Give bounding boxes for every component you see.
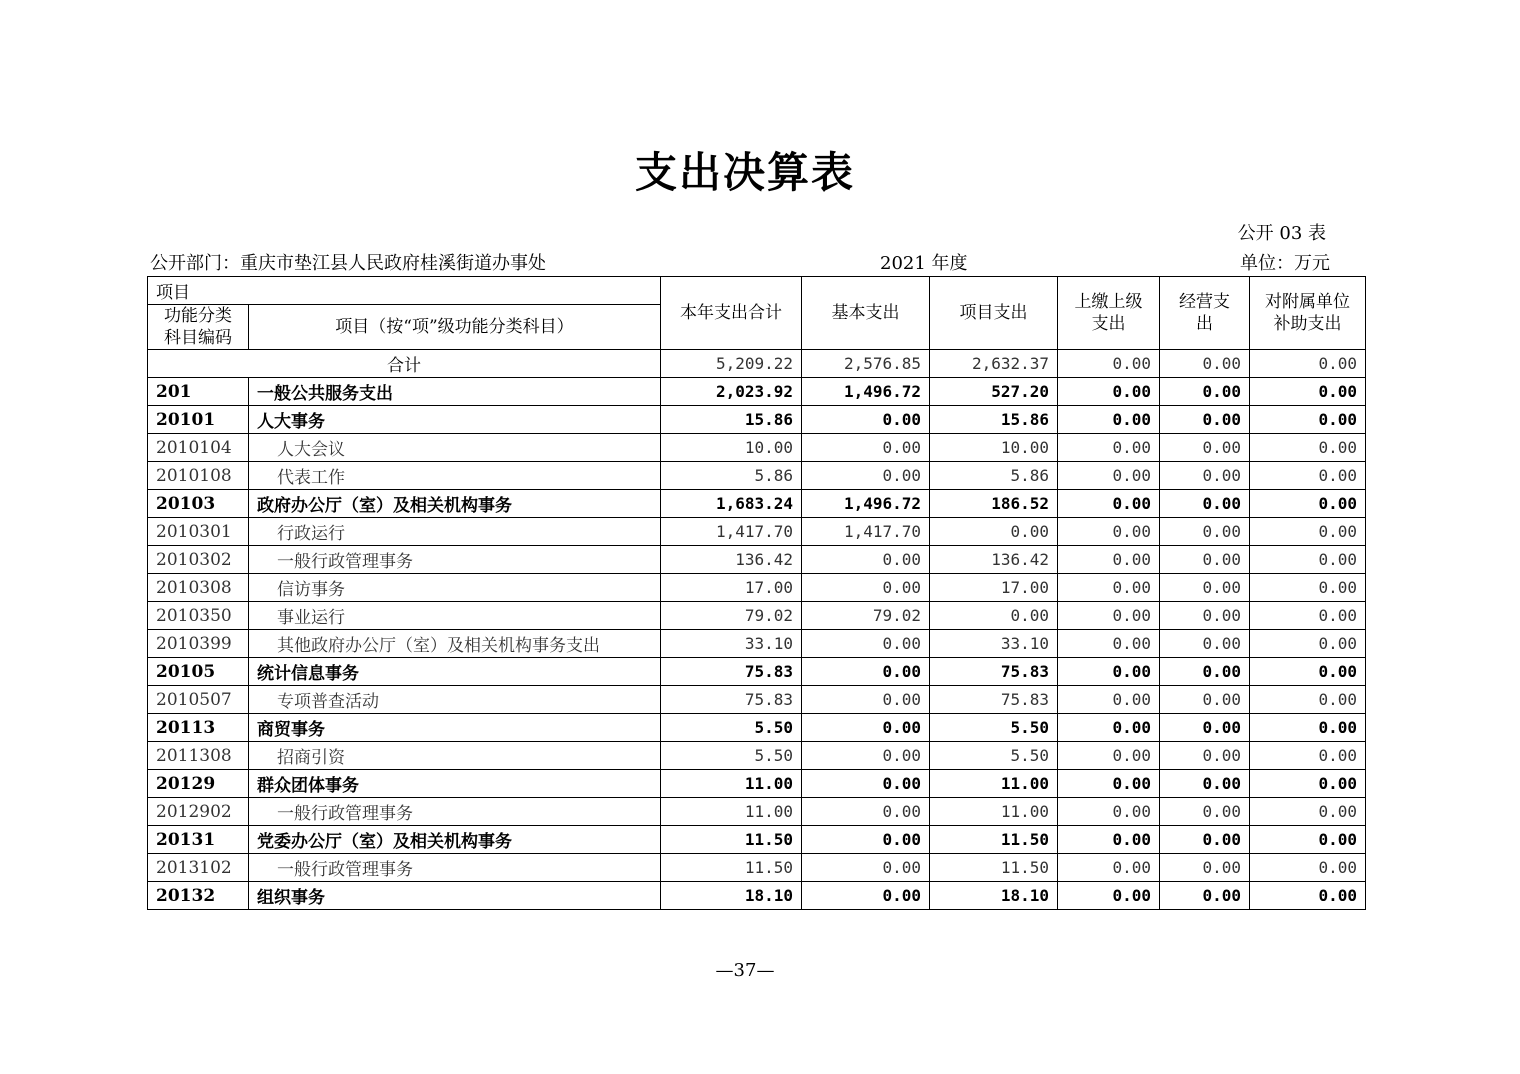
cell-project: 136.42 bbox=[930, 546, 1058, 574]
page-number: —37— bbox=[715, 960, 775, 981]
cell-total: 5.50 bbox=[661, 714, 802, 742]
table-row bbox=[148, 686, 1366, 714]
cell-project: 10.00 bbox=[930, 434, 1058, 462]
cell-project: 17.00 bbox=[930, 574, 1058, 602]
table-row bbox=[148, 742, 1366, 770]
cell-project: 75.83 bbox=[930, 686, 1058, 714]
cell-name: 政府办公厅（室）及相关机构事务 bbox=[249, 490, 661, 518]
cell-subsidy: 0.00 bbox=[1250, 882, 1366, 910]
cell-subsidy: 0.00 bbox=[1250, 854, 1366, 882]
cell-subsidy: 0.00 bbox=[1250, 714, 1366, 742]
header-name: 项目（按“项”级功能分类科目） bbox=[249, 305, 661, 350]
cell-name: 一般行政管理事务 bbox=[249, 854, 661, 882]
cell-project: 15.86 bbox=[930, 406, 1058, 434]
cell-code: 2013102 bbox=[148, 854, 249, 882]
cell-business: 0.00 bbox=[1160, 742, 1250, 770]
cell-name: 事业运行 bbox=[249, 602, 661, 630]
table-row bbox=[148, 854, 1366, 882]
cell-code: 2010399 bbox=[148, 630, 249, 658]
cell-business: 0.00 bbox=[1160, 434, 1250, 462]
cell-name: 人大事务 bbox=[249, 406, 661, 434]
cell-code: 2010302 bbox=[148, 546, 249, 574]
cell-project: 5.86 bbox=[930, 462, 1058, 490]
total-amount: 5,209.22 bbox=[661, 350, 802, 378]
cell-name: 信访事务 bbox=[249, 574, 661, 602]
cell-project: 11.00 bbox=[930, 770, 1058, 798]
cell-basic: 0.00 bbox=[802, 686, 930, 714]
table-row bbox=[148, 826, 1366, 854]
cell-subsidy: 0.00 bbox=[1250, 462, 1366, 490]
cell-name: 招商引资 bbox=[249, 742, 661, 770]
cell-project: 75.83 bbox=[930, 658, 1058, 686]
table-row bbox=[148, 434, 1366, 462]
cell-remit: 0.00 bbox=[1058, 490, 1160, 518]
cell-name: 组织事务 bbox=[249, 882, 661, 910]
cell-code: 20103 bbox=[148, 490, 249, 518]
cell-total: 17.00 bbox=[661, 574, 802, 602]
cell-basic: 0.00 bbox=[802, 854, 930, 882]
total-subsidy: 0.00 bbox=[1250, 350, 1366, 378]
cell-basic: 1,496.72 bbox=[802, 490, 930, 518]
table-row bbox=[148, 658, 1366, 686]
table-row bbox=[148, 378, 1366, 406]
cell-subsidy: 0.00 bbox=[1250, 826, 1366, 854]
cell-remit: 0.00 bbox=[1058, 798, 1160, 826]
cell-total: 5.50 bbox=[661, 742, 802, 770]
cell-project: 5.50 bbox=[930, 742, 1058, 770]
page-title: 支出决算表 bbox=[634, 148, 855, 197]
table-row bbox=[148, 798, 1366, 826]
cell-business: 0.00 bbox=[1160, 406, 1250, 434]
cell-basic: 0.00 bbox=[802, 406, 930, 434]
cell-total: 75.83 bbox=[661, 686, 802, 714]
cell-remit: 0.00 bbox=[1058, 658, 1160, 686]
cell-name: 行政运行 bbox=[249, 518, 661, 546]
cell-basic: 1,496.72 bbox=[802, 378, 930, 406]
table-id: 公开 03 表 bbox=[1237, 223, 1326, 244]
table-row bbox=[148, 602, 1366, 630]
cell-remit: 0.00 bbox=[1058, 602, 1160, 630]
cell-total: 18.10 bbox=[661, 882, 802, 910]
cell-business: 0.00 bbox=[1160, 770, 1250, 798]
cell-subsidy: 0.00 bbox=[1250, 798, 1366, 826]
cell-project: 527.20 bbox=[930, 378, 1058, 406]
fiscal-year: 2021 年度 bbox=[880, 253, 968, 274]
cell-remit: 0.00 bbox=[1058, 826, 1160, 854]
cell-total: 5.86 bbox=[661, 462, 802, 490]
cell-total: 33.10 bbox=[661, 630, 802, 658]
cell-basic: 0.00 bbox=[802, 462, 930, 490]
table-row bbox=[148, 630, 1366, 658]
cell-code: 2010301 bbox=[148, 518, 249, 546]
header-remit: 上缴上级 支出 bbox=[1058, 277, 1160, 350]
cell-remit: 0.00 bbox=[1058, 882, 1160, 910]
cell-subsidy: 0.00 bbox=[1250, 686, 1366, 714]
cell-remit: 0.00 bbox=[1058, 574, 1160, 602]
cell-code: 2010308 bbox=[148, 574, 249, 602]
cell-business: 0.00 bbox=[1160, 602, 1250, 630]
cell-remit: 0.00 bbox=[1058, 770, 1160, 798]
header-project: 项目支出 bbox=[930, 277, 1058, 350]
cell-business: 0.00 bbox=[1160, 490, 1250, 518]
cell-remit: 0.00 bbox=[1058, 742, 1160, 770]
header-subsidy: 对附属单位 补助支出 bbox=[1250, 277, 1366, 350]
cell-project: 11.50 bbox=[930, 826, 1058, 854]
cell-subsidy: 0.00 bbox=[1250, 742, 1366, 770]
cell-remit: 0.00 bbox=[1058, 406, 1160, 434]
cell-project: 5.50 bbox=[930, 714, 1058, 742]
currency-unit: 单位：万元 bbox=[1240, 253, 1330, 274]
cell-business: 0.00 bbox=[1160, 854, 1250, 882]
table-row bbox=[148, 462, 1366, 490]
header-code: 功能分类 科目编码 bbox=[148, 305, 249, 350]
table-row bbox=[148, 574, 1366, 602]
table-row bbox=[148, 770, 1366, 798]
cell-code: 20129 bbox=[148, 770, 249, 798]
department-label: 公开部门：重庆市垫江县人民政府桂溪街道办事处 bbox=[150, 253, 546, 274]
cell-code: 2010507 bbox=[148, 686, 249, 714]
cell-basic: 0.00 bbox=[802, 714, 930, 742]
cell-remit: 0.00 bbox=[1058, 854, 1160, 882]
cell-total: 11.00 bbox=[661, 798, 802, 826]
cell-remit: 0.00 bbox=[1058, 714, 1160, 742]
cell-business: 0.00 bbox=[1160, 882, 1250, 910]
cell-total: 11.00 bbox=[661, 770, 802, 798]
cell-code: 2010108 bbox=[148, 462, 249, 490]
cell-subsidy: 0.00 bbox=[1250, 546, 1366, 574]
cell-code: 2010350 bbox=[148, 602, 249, 630]
cell-subsidy: 0.00 bbox=[1250, 602, 1366, 630]
cell-remit: 0.00 bbox=[1058, 686, 1160, 714]
cell-name: 商贸事务 bbox=[249, 714, 661, 742]
cell-name: 代表工作 bbox=[249, 462, 661, 490]
cell-subsidy: 0.00 bbox=[1250, 770, 1366, 798]
cell-project: 18.10 bbox=[930, 882, 1058, 910]
cell-total: 1,417.70 bbox=[661, 518, 802, 546]
cell-remit: 0.00 bbox=[1058, 462, 1160, 490]
cell-remit: 0.00 bbox=[1058, 518, 1160, 546]
cell-code: 2010104 bbox=[148, 434, 249, 462]
cell-code: 20113 bbox=[148, 714, 249, 742]
total-business: 0.00 bbox=[1160, 350, 1250, 378]
cell-total: 136.42 bbox=[661, 546, 802, 574]
table-row bbox=[148, 546, 1366, 574]
cell-business: 0.00 bbox=[1160, 630, 1250, 658]
cell-name: 群众团体事务 bbox=[249, 770, 661, 798]
cell-total: 1,683.24 bbox=[661, 490, 802, 518]
cell-remit: 0.00 bbox=[1058, 546, 1160, 574]
cell-total: 2,023.92 bbox=[661, 378, 802, 406]
cell-total: 11.50 bbox=[661, 826, 802, 854]
cell-code: 201 bbox=[148, 378, 249, 406]
cell-project: 186.52 bbox=[930, 490, 1058, 518]
cell-total: 11.50 bbox=[661, 854, 802, 882]
total-row bbox=[148, 350, 1366, 378]
cell-business: 0.00 bbox=[1160, 714, 1250, 742]
cell-subsidy: 0.00 bbox=[1250, 630, 1366, 658]
cell-business: 0.00 bbox=[1160, 798, 1250, 826]
cell-business: 0.00 bbox=[1160, 546, 1250, 574]
cell-code: 2012902 bbox=[148, 798, 249, 826]
cell-basic: 1,417.70 bbox=[802, 518, 930, 546]
cell-name: 一般行政管理事务 bbox=[249, 546, 661, 574]
total-remit: 0.00 bbox=[1058, 350, 1160, 378]
cell-remit: 0.00 bbox=[1058, 630, 1160, 658]
cell-code: 20132 bbox=[148, 882, 249, 910]
header-total: 本年支出合计 bbox=[661, 277, 802, 350]
cell-basic: 0.00 bbox=[802, 826, 930, 854]
cell-name: 一般公共服务支出 bbox=[249, 378, 661, 406]
table-row bbox=[148, 714, 1366, 742]
cell-code: 20101 bbox=[148, 406, 249, 434]
cell-basic: 0.00 bbox=[802, 434, 930, 462]
cell-basic: 0.00 bbox=[802, 770, 930, 798]
cell-total: 75.83 bbox=[661, 658, 802, 686]
cell-business: 0.00 bbox=[1160, 826, 1250, 854]
cell-business: 0.00 bbox=[1160, 658, 1250, 686]
cell-basic: 0.00 bbox=[802, 658, 930, 686]
cell-project: 11.00 bbox=[930, 798, 1058, 826]
cell-total: 79.02 bbox=[661, 602, 802, 630]
cell-subsidy: 0.00 bbox=[1250, 518, 1366, 546]
cell-total: 10.00 bbox=[661, 434, 802, 462]
cell-name: 人大会议 bbox=[249, 434, 661, 462]
cell-name: 统计信息事务 bbox=[249, 658, 661, 686]
cell-remit: 0.00 bbox=[1058, 378, 1160, 406]
header-basic: 基本支出 bbox=[802, 277, 930, 350]
cell-project: 11.50 bbox=[930, 854, 1058, 882]
cell-name: 专项普查活动 bbox=[249, 686, 661, 714]
cell-subsidy: 0.00 bbox=[1250, 490, 1366, 518]
cell-name: 一般行政管理事务 bbox=[249, 798, 661, 826]
cell-total: 15.86 bbox=[661, 406, 802, 434]
cell-project: 33.10 bbox=[930, 630, 1058, 658]
cell-project: 0.00 bbox=[930, 518, 1058, 546]
cell-basic: 0.00 bbox=[802, 630, 930, 658]
table-row bbox=[148, 518, 1366, 546]
header-business: 经营支 出 bbox=[1160, 277, 1250, 350]
cell-name: 其他政府办公厅（室）及相关机构事务支出 bbox=[249, 630, 661, 658]
table-row bbox=[148, 490, 1366, 518]
cell-business: 0.00 bbox=[1160, 378, 1250, 406]
cell-name: 党委办公厅（室）及相关机构事务 bbox=[249, 826, 661, 854]
cell-basic: 0.00 bbox=[802, 882, 930, 910]
cell-code: 2011308 bbox=[148, 742, 249, 770]
cell-code: 20105 bbox=[148, 658, 249, 686]
cell-basic: 0.00 bbox=[802, 546, 930, 574]
total-label: 合计 bbox=[148, 350, 661, 378]
cell-business: 0.00 bbox=[1160, 686, 1250, 714]
cell-remit: 0.00 bbox=[1058, 434, 1160, 462]
cell-subsidy: 0.00 bbox=[1250, 406, 1366, 434]
cell-basic: 0.00 bbox=[802, 798, 930, 826]
table-row bbox=[148, 406, 1366, 434]
cell-subsidy: 0.00 bbox=[1250, 574, 1366, 602]
cell-subsidy: 0.00 bbox=[1250, 378, 1366, 406]
cell-business: 0.00 bbox=[1160, 574, 1250, 602]
total-project: 2,632.37 bbox=[930, 350, 1058, 378]
cell-subsidy: 0.00 bbox=[1250, 434, 1366, 462]
cell-code: 20131 bbox=[148, 826, 249, 854]
cell-subsidy: 0.00 bbox=[1250, 658, 1366, 686]
cell-basic: 0.00 bbox=[802, 742, 930, 770]
cell-basic: 0.00 bbox=[802, 574, 930, 602]
cell-business: 0.00 bbox=[1160, 518, 1250, 546]
total-basic: 2,576.85 bbox=[802, 350, 930, 378]
cell-business: 0.00 bbox=[1160, 462, 1250, 490]
header-item: 项目 bbox=[148, 277, 661, 305]
cell-project: 0.00 bbox=[930, 602, 1058, 630]
cell-basic: 79.02 bbox=[802, 602, 930, 630]
table-row bbox=[148, 882, 1366, 910]
expenditure-table bbox=[147, 276, 1366, 910]
